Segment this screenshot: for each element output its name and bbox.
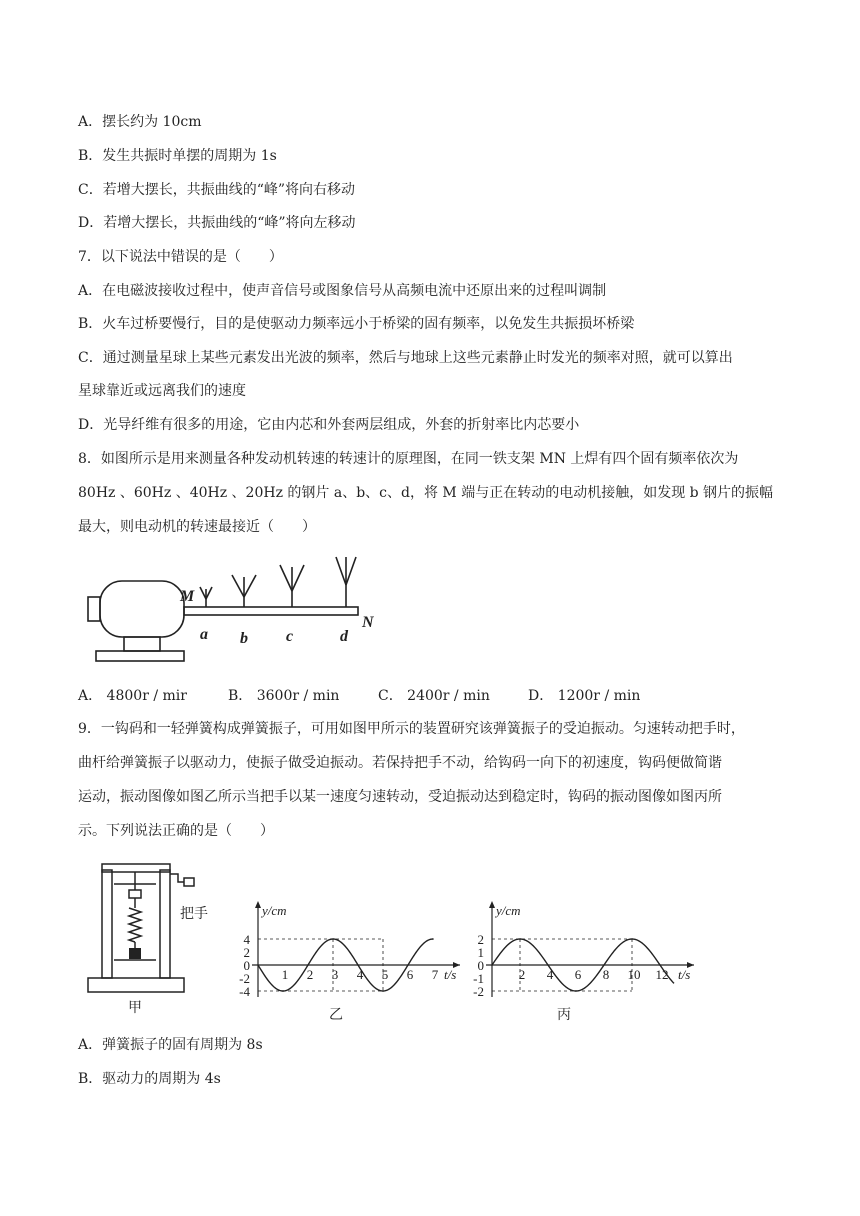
y-tick-label: -1: [473, 971, 484, 986]
y-tick-label: 2: [243, 945, 250, 960]
label-c: c: [286, 628, 294, 645]
q8-tachometer-figure: [84, 555, 394, 670]
q8-stem-3: 最大，则电动机的转速最接近（ ）: [78, 519, 316, 535]
iron-frame-mn: [184, 607, 358, 615]
y-tick-label: -2: [239, 971, 250, 986]
q8-option-b: B． 3600r / min: [228, 688, 340, 704]
q6-option-d: D．若增大摆长，共振曲线的“峰”将向左移动: [78, 215, 356, 231]
label-b: b: [240, 630, 248, 647]
x-axis-label: t/s: [444, 967, 457, 982]
y-axis-arrow: [255, 901, 261, 908]
q9-chart-yi: [228, 895, 468, 1023]
data-point: [631, 938, 633, 940]
chart-caption: 乙: [329, 1008, 343, 1023]
x-tick-label: 4: [356, 967, 364, 982]
y-tick-label: 2: [477, 932, 484, 947]
handle-label: 把手: [180, 907, 208, 922]
reed-a: [200, 587, 212, 607]
q7-stem: 7．以下说法中错误的是（ ）: [78, 249, 283, 265]
data-point: [407, 964, 409, 966]
spring: [129, 908, 141, 942]
x-tick-label: 6: [574, 967, 582, 982]
motor-cap: [88, 597, 100, 621]
y-tick-label: 4: [243, 932, 250, 947]
q8-stem-1: 8．如图所示是用来测量各种发动机转速的转速计的原理图，在同一铁支架 MN 上焊有四个固有频率依次为: [78, 451, 739, 467]
apparatus-right-post: [160, 870, 170, 978]
y-tick-label: 0: [477, 958, 484, 973]
x-tick-label: 12: [655, 967, 669, 982]
q9-stem-2: 曲杆给弹簧振子以驱动力，使振子做受迫振动。若保持把手不动，给钩码一向下的初速度，钩码便做简谐: [78, 755, 722, 771]
q7-option-d: D．光导纤维有很多的用途，它由内芯和外套两层组成，外套的折射率比内芯要小: [78, 417, 580, 433]
motor-stand: [124, 637, 160, 651]
data-point: [357, 964, 359, 966]
y-tick-label: 0: [243, 958, 250, 973]
x-tick-label: 1: [281, 967, 289, 982]
q7-option-b: B．火车过桥要慢行，目的是使驱动力频率远小于桥梁的固有频率，以免发生共振损坏桥梁: [78, 316, 635, 332]
label-m: M: [180, 588, 195, 605]
label-d: d: [340, 628, 348, 645]
q6-option-a: A．摆长约为 10cm: [78, 114, 202, 130]
x-tick-label: 3: [331, 967, 339, 982]
y-tick-label: 1: [477, 945, 484, 960]
motor-base: [96, 651, 184, 661]
q6-option-b: B．发生共振时单摆的周期为 1s: [78, 148, 277, 164]
chart-caption: 丙: [557, 1008, 571, 1023]
label-n: N: [362, 614, 374, 631]
q8-option-a: A． 4800r / mir: [78, 688, 187, 704]
q9-option-a: A．弹簧振子的固有周期为 8s: [78, 1037, 263, 1053]
x-tick-label: 2: [518, 967, 526, 982]
apparatus-left-post: [102, 870, 112, 978]
apparatus-base: [88, 978, 184, 992]
q9-stem-1: 9．一钩码和一轻弹簧构成弹簧振子，可用如图甲所示的装置研究该弹簧振子的受迫振动。匀速转动把手时，: [78, 721, 745, 737]
x-tick-label: 6: [406, 967, 414, 982]
data-point: [575, 990, 577, 992]
x-tick-label: 4: [546, 967, 554, 982]
q7-option-c-cont: 星球靠近或远离我们的速度: [78, 383, 246, 399]
q8-option-c: C． 2400r / min: [378, 688, 490, 704]
x-tick-label: 10: [627, 967, 641, 982]
y-axis-arrow: [489, 901, 495, 908]
data-point: [519, 938, 521, 940]
y-tick-label: -2: [473, 984, 484, 999]
x-tick-label: 5: [381, 967, 389, 982]
data-point: [257, 964, 259, 966]
q9-option-b: B．驱动力的周期为 4s: [78, 1071, 221, 1087]
motor-body: [100, 581, 184, 637]
q8-stem-2: 80Hz 、60Hz 、40Hz 、20Hz 的钢片 a、b、c、d，将 M 端与正在转动的电动机接触，如发现 b 钢片的振幅: [78, 485, 774, 501]
q7-option-a: A．在电磁波接收过程中，使声音信号或图象信号从高频电流中还原出来的过程叫调制: [78, 283, 607, 299]
q8-option-d: D． 1200r / min: [528, 688, 641, 704]
data-point: [332, 938, 334, 940]
data-point: [432, 938, 434, 940]
y-tick-label: -4: [239, 984, 250, 999]
hook-weight: [129, 948, 141, 959]
data-point: [659, 964, 661, 966]
y-axis-label: y/cm: [262, 903, 287, 918]
y-axis-label: y/cm: [496, 903, 521, 918]
reed-c: [280, 565, 304, 607]
q7-option-c: C．通过测量星球上某些元素发出光波的频率，然后与地球上这些元素静止时发光的频率对照，就可以算出: [78, 350, 733, 366]
x-tick-label: 8: [602, 967, 610, 982]
x-axis-label: t/s: [678, 967, 691, 982]
data-point: [282, 990, 284, 992]
reed-b: [232, 575, 256, 607]
data-point: [603, 964, 605, 966]
x-tick-label: 2: [306, 967, 314, 982]
reed-d: [336, 557, 356, 607]
q9-stem-3: 运动，振动图像如图乙所示当把手以某一速度匀速转动，受迫振动达到稳定时，钩码的振动图像如图丙所: [78, 789, 722, 805]
label-a: a: [200, 626, 208, 643]
data-point: [382, 990, 384, 992]
q9-chart-bing: [462, 895, 702, 1023]
q6-option-c: C．若增大摆长，共振曲线的“峰”将向右移动: [78, 182, 356, 198]
q9-apparatus-figure: [84, 860, 224, 1020]
q9-stem-4: 示。下列说法正确的是（ ）: [78, 823, 274, 839]
data-point: [491, 964, 493, 966]
caption-jia: 甲: [128, 1001, 142, 1016]
data-point: [547, 964, 549, 966]
x-tick-label: 7: [431, 967, 439, 982]
data-point: [307, 964, 309, 966]
